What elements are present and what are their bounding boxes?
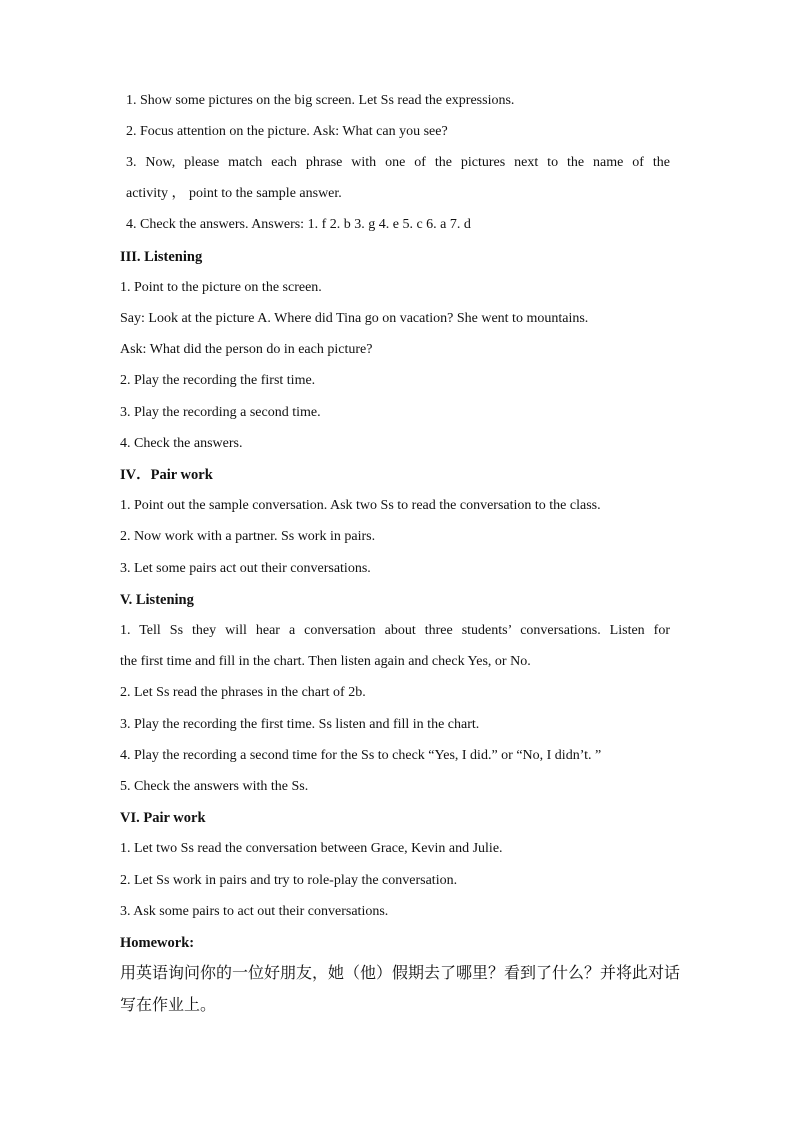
homework-text: 用英语询问你的一位好朋友，她（他）假期去了哪里？看到了什么？并将此对话 — [120, 963, 681, 982]
step-line: Say: Look at the picture A. Where did Tina go on vacation? She went to mountains. — [120, 311, 589, 326]
step-line: 2. Let Ss read the phrases in the chart of 2b. — [120, 685, 366, 700]
step-line: Ask: What did the person do in each picture? — [120, 342, 373, 357]
step-line: 1. Let two Ss read the conversation between Grace, Kevin and Julie. — [120, 841, 503, 856]
step-line: 1. Point to the picture on the screen. — [120, 280, 322, 295]
step-line: 1. Tell Ss they will hear a conversation about three students’ conversations. Listen for — [120, 623, 670, 638]
section-heading: III. Listening — [120, 249, 203, 265]
step-line: 4. Check the answers. — [120, 436, 243, 451]
homework-heading: Homework: — [120, 935, 195, 951]
section-heading: VI. Pair work — [120, 810, 206, 826]
step-line: 3. Let some pairs act out their conversations. — [120, 561, 371, 576]
section-heading: V. Listening — [120, 592, 194, 608]
step-line: 3. Now, please match each phrase with one of the pictures next to the name of the — [126, 155, 670, 170]
step-line: 2. Focus attention on the picture. Ask: What can you see? — [126, 124, 448, 139]
homework-text: 写在作业上。 — [120, 995, 217, 1014]
answers-line: 4. Check the answers. Answers: 1. f 2. b 3. g 4. e 5. c 6. a 7. d — [126, 217, 471, 232]
step-line: 3. Play the recording the first time. Ss listen and fill in the chart. — [120, 717, 480, 732]
step-line: 3. Ask some pairs to act out their conversations. — [120, 904, 389, 919]
section-heading: IV．Pair work — [120, 467, 213, 483]
step-line: 2. Play the recording the first time. — [120, 373, 316, 388]
step-line: 2. Now work with a partner. Ss work in pairs. — [120, 529, 376, 544]
step-line: 2. Let Ss work in pairs and try to role-play the conversation. — [120, 873, 458, 888]
step-line: 1. Point out the sample conversation. Ask two Ss to read the conversation to the class. — [120, 498, 601, 513]
step-line: 4. Play the recording a second time for the Ss to check “Yes, I did.” or “No, I didn’t. ” — [120, 748, 602, 763]
step-line: 1. Show some pictures on the big screen. Let Ss read the expressions. — [126, 93, 515, 108]
step-line: activity ， point to the sample answer. — [126, 186, 342, 201]
step-line: 3. Play the recording a second time. — [120, 405, 321, 420]
step-line: 5. Check the answers with the Ss. — [120, 779, 309, 794]
step-line: the first time and fill in the chart. Then listen again and check Yes, or No. — [120, 654, 531, 669]
